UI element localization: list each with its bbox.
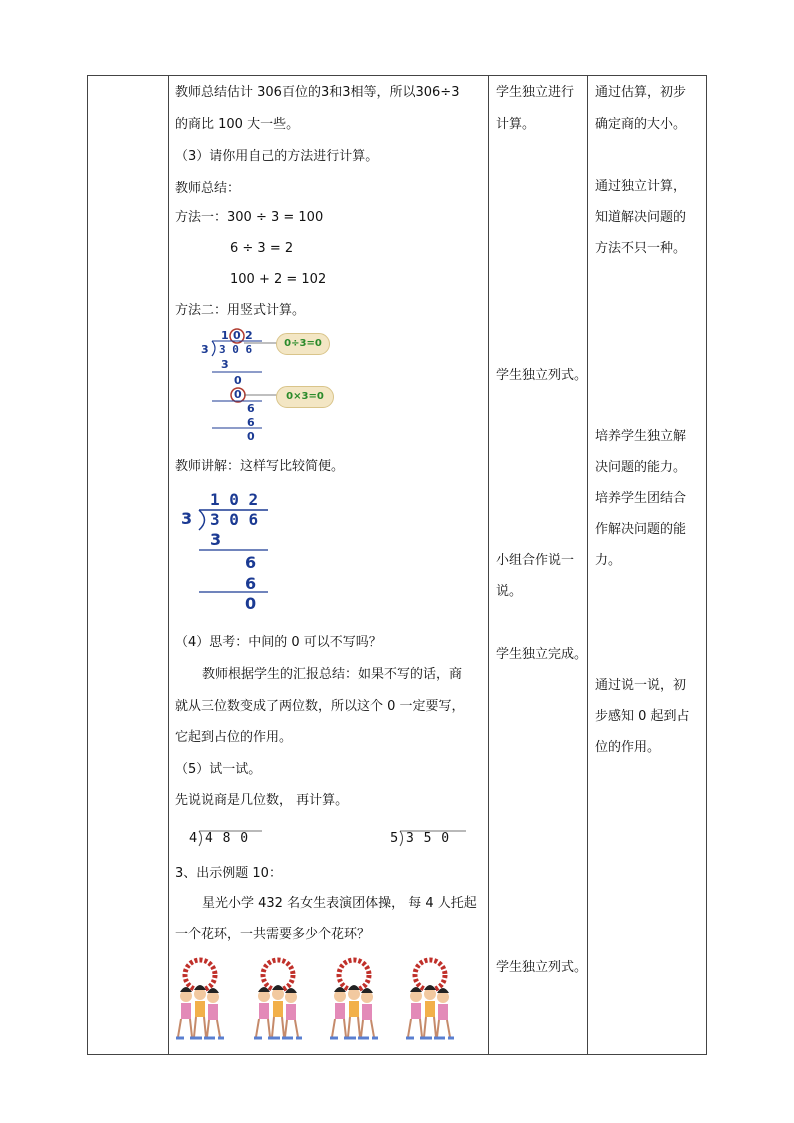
student-activity: 小组合作说一	[496, 553, 575, 568]
design-intent: 培养学生团结合	[595, 491, 687, 506]
column-divider-3	[587, 76, 588, 1054]
try-divisor: 4	[189, 831, 198, 846]
design-intent: 培养学生独立解	[595, 429, 687, 444]
partial-row: 6	[245, 574, 257, 593]
method-one-line: 100 + 2 = 102	[230, 272, 327, 287]
example-title: 3、出示例题 10：	[175, 866, 282, 881]
design-intent: 方法不只一种。	[595, 241, 687, 256]
design-intent: 确定商的大小。	[595, 117, 687, 132]
paragraph-line: 一个花环，一共需要多少个花环？	[175, 927, 371, 942]
design-intent: 步感知 0 起到占	[595, 709, 690, 724]
student-activity: 学生独立列式。	[496, 960, 588, 975]
dividend: 3 0 6	[210, 510, 259, 529]
step-heading: （3）请你用自己的方法进行计算。	[175, 149, 379, 164]
explanation: 教师讲解：这样写比较简便。	[175, 459, 345, 474]
divisor: 3	[181, 509, 193, 528]
paragraph-line: 教师根据学生的汇报总结：如果不写的话，商	[202, 667, 463, 682]
dividend: 3 0 6	[219, 343, 253, 356]
partial-row: 0	[234, 374, 242, 387]
column-divider-2	[488, 76, 489, 1054]
student-activity: 学生独立进行	[496, 85, 575, 100]
paragraph-line: 就从三位数变成了两位数，所以这个 0 一定要写，	[175, 699, 465, 714]
annotation-bubble: 0÷3=0	[276, 333, 330, 355]
quotient-digit: 0	[233, 329, 241, 342]
try-divisor: 5	[390, 831, 399, 846]
student-activity: 学生独立完成。	[496, 647, 588, 662]
method-one-line: 6 ÷ 3 = 2	[230, 241, 294, 256]
design-intent: 知道解决问题的	[595, 210, 687, 225]
partial-row: 0	[245, 594, 257, 613]
flower-ring-illustration	[0, 0, 1, 1]
partial-row: 0	[234, 388, 242, 401]
annotation-bubble: 0×3=0	[276, 386, 334, 408]
design-intent: 力。	[595, 553, 622, 568]
design-intent: 通过独立计算，	[595, 179, 687, 194]
paragraph-line: 先说说商是几位数， 再计算。	[175, 793, 349, 808]
quotient-digit: 1	[221, 329, 229, 342]
quotient-digit: 2	[245, 329, 253, 342]
paragraph-line: 的商比 100 大一些。	[175, 117, 300, 132]
design-intent: 通过估算，初步	[595, 85, 687, 100]
step-heading: （5）试一试。	[175, 762, 262, 777]
design-intent: 决问题的能力。	[595, 460, 687, 475]
paragraph-line: 它起到占位的作用。	[175, 730, 293, 745]
student-activity: 学生独立列式。	[496, 368, 588, 383]
quotient: 1 0 2	[210, 490, 259, 509]
column-divider-1	[168, 76, 169, 1054]
try-dividend: 4 8 0	[205, 831, 250, 846]
step-heading: （4）思考：中间的 0 可以不写吗？	[175, 635, 382, 650]
design-intent: 通过说一说，初	[595, 678, 687, 693]
design-intent: 作解决问题的能	[595, 522, 687, 537]
summary-label: 教师总结：	[175, 181, 241, 196]
partial-row: 3	[221, 358, 229, 371]
method-two: 方法二：用竖式计算。	[175, 303, 306, 318]
paragraph-line: 星光小学 432 名女生表演团体操， 每 4 人托起	[202, 896, 477, 911]
partial-row: 0	[247, 430, 255, 443]
partial-row: 6	[247, 402, 255, 415]
partial-row: 6	[247, 416, 255, 429]
partial-row: 3	[210, 530, 222, 549]
divisor: 3	[201, 343, 209, 356]
student-activity: 说。	[496, 584, 523, 599]
try-dividend: 3 5 0	[406, 831, 451, 846]
design-intent: 位的作用。	[595, 740, 661, 755]
method-one: 方法一：300 ÷ 3 = 100	[175, 210, 324, 225]
paragraph-line: 教师总结估计 306百位的3和3相等，所以306÷3	[175, 85, 460, 100]
partial-row: 6	[245, 553, 257, 572]
student-activity: 计算。	[496, 117, 536, 132]
